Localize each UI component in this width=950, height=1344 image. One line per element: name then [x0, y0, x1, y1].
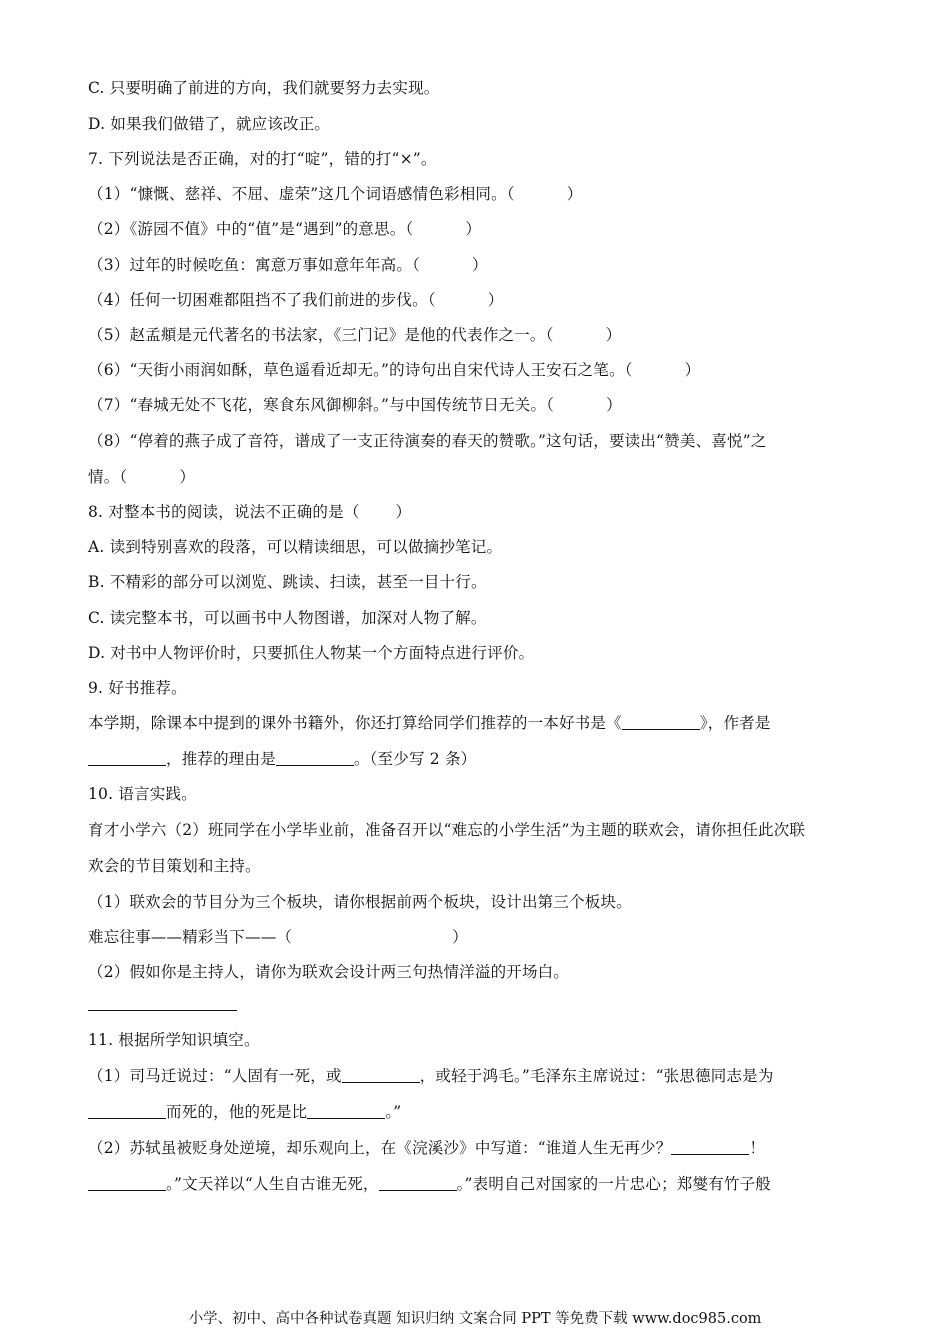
book-title-blank[interactable]: [622, 713, 700, 730]
q9-line-2: ，推荐的理由是 。（至少写 2 条）: [88, 747, 880, 769]
q10-intro-2: 欢会的节目策划和主持。: [88, 857, 261, 875]
q10-sub-1-line: 难忘往事——精彩当下——（ ）: [88, 928, 468, 946]
q11-sub-1: （1）司马迁说过：“人固有一死，或 ，或轻于鸿毛。”毛泽东主席说过：“张思德同志是为: [88, 1067, 774, 1085]
q8-option-a: A. 读到特别喜欢的段落，可以精读细思，可以做摘抄笔记。: [88, 538, 503, 556]
fill-blank[interactable]: [671, 1138, 749, 1155]
reason-blank[interactable]: [276, 749, 354, 766]
q7-item-5: （5）赵孟頫是元代著名的书法家，《三门记》是他的代表作之一。（ ）: [88, 326, 622, 344]
q9-title: 9. 好书推荐。: [88, 679, 187, 697]
fill-blank[interactable]: [342, 1066, 420, 1083]
page-footer: 小学、初中、高中各种试卷真题 知识归纳 文案合同 PPT 等免费下载 www.doc985.com: [188, 1311, 762, 1327]
fill-blank[interactable]: [379, 1174, 457, 1191]
fill-blank[interactable]: [307, 1102, 385, 1119]
q8-option-c: C. 读完整本书，可以画书中人物图谱，加深对人物了解。: [88, 609, 487, 627]
q11-title: 11. 根据所学知识填空。: [88, 1031, 260, 1049]
q7-item-4: （4）任何一切困难都阻挡不了我们前进的步伐。（ ）: [88, 291, 504, 309]
q6-option-c: C. 只要明确了前进的方向，我们就要努力去实现。: [88, 79, 440, 97]
q10-sub-2: （2）假如你是主持人，请你为联欢会设计两三句热情洋溢的开场白。: [88, 963, 570, 981]
q8-option-b: B. 不精彩的部分可以浏览、跳读、扫读，甚至一目十行。: [88, 573, 487, 591]
answer-line[interactable]: [88, 1010, 237, 1011]
q11-sub-2: （2）苏轼虽被贬身处逆境，却乐观向上，在《浣溪沙》中写道：“谁道人生无再少？ ！: [88, 1139, 766, 1157]
author-blank[interactable]: [88, 749, 166, 766]
q11-sub-1-cont: 而死的，他的死是比 。”: [88, 1100, 880, 1122]
fill-blank[interactable]: [88, 1174, 166, 1191]
q10-title: 10. 语言实践。: [88, 785, 197, 803]
q7-item-2: （2）《游园不值》中的“值”是“遇到”的意思。（ ）: [88, 220, 482, 238]
q11-sub-2-cont: 。”文天祥以“人生自古谁无死， 。”表明自己对国家的一片忠心；郑燮有竹子般: [88, 1172, 880, 1194]
q9-line-1: 本学期，除课本中提到的课外书籍外，你还打算给同学们推荐的一本好书是《 》，作者是: [88, 714, 771, 732]
q7-item-7: （7）“春城无处不飞花，寒食东风御柳斜。”与中国传统节日无关。（ ）: [88, 396, 622, 414]
q7-item-6: （6）“天街小雨润如酥，草色遥看近却无。”的诗句出自宋代诗人王安石之笔。（ ）: [88, 361, 701, 379]
q8-title: 8. 对整本书的阅读，说法不正确的是（ ）: [88, 503, 412, 521]
q8-option-d: D. 对书中人物评价时，只要抓住人物某一个方面特点进行评价。: [88, 644, 535, 662]
q7-title: 7. 下列说法是否正确，对的打“啶”，错的打“×”。: [88, 150, 437, 168]
fill-blank[interactable]: [88, 1102, 166, 1119]
q7-item-3: （3）过年的时候吃鱼：寓意万事如意年年高。（ ）: [88, 256, 488, 274]
q10-intro-1: 育才小学六（2）班同学在小学毕业前，准备召开以“难忘的小学生活”为主题的联欢会，请你担任此次联: [88, 821, 806, 839]
q7-item-1: （1）“慷慨、慈祥、不屈、虚荣”这几个词语感情色彩相同。（ ）: [88, 185, 583, 203]
q7-item-8: （8）“停着的燕子成了音符，谱成了一支正待演奏的春天的赞歌。”这句话，要读出“赞美、喜悦”之: [88, 432, 767, 450]
q7-item-8-cont: 情。（ ）: [88, 468, 196, 486]
q6-option-d: D. 如果我们做错了，就应该改正。: [88, 115, 331, 133]
q10-sub-1: （1）联欢会的节目分为三个板块，请你根据前两个板块，设计出第三个板块。: [88, 893, 632, 911]
